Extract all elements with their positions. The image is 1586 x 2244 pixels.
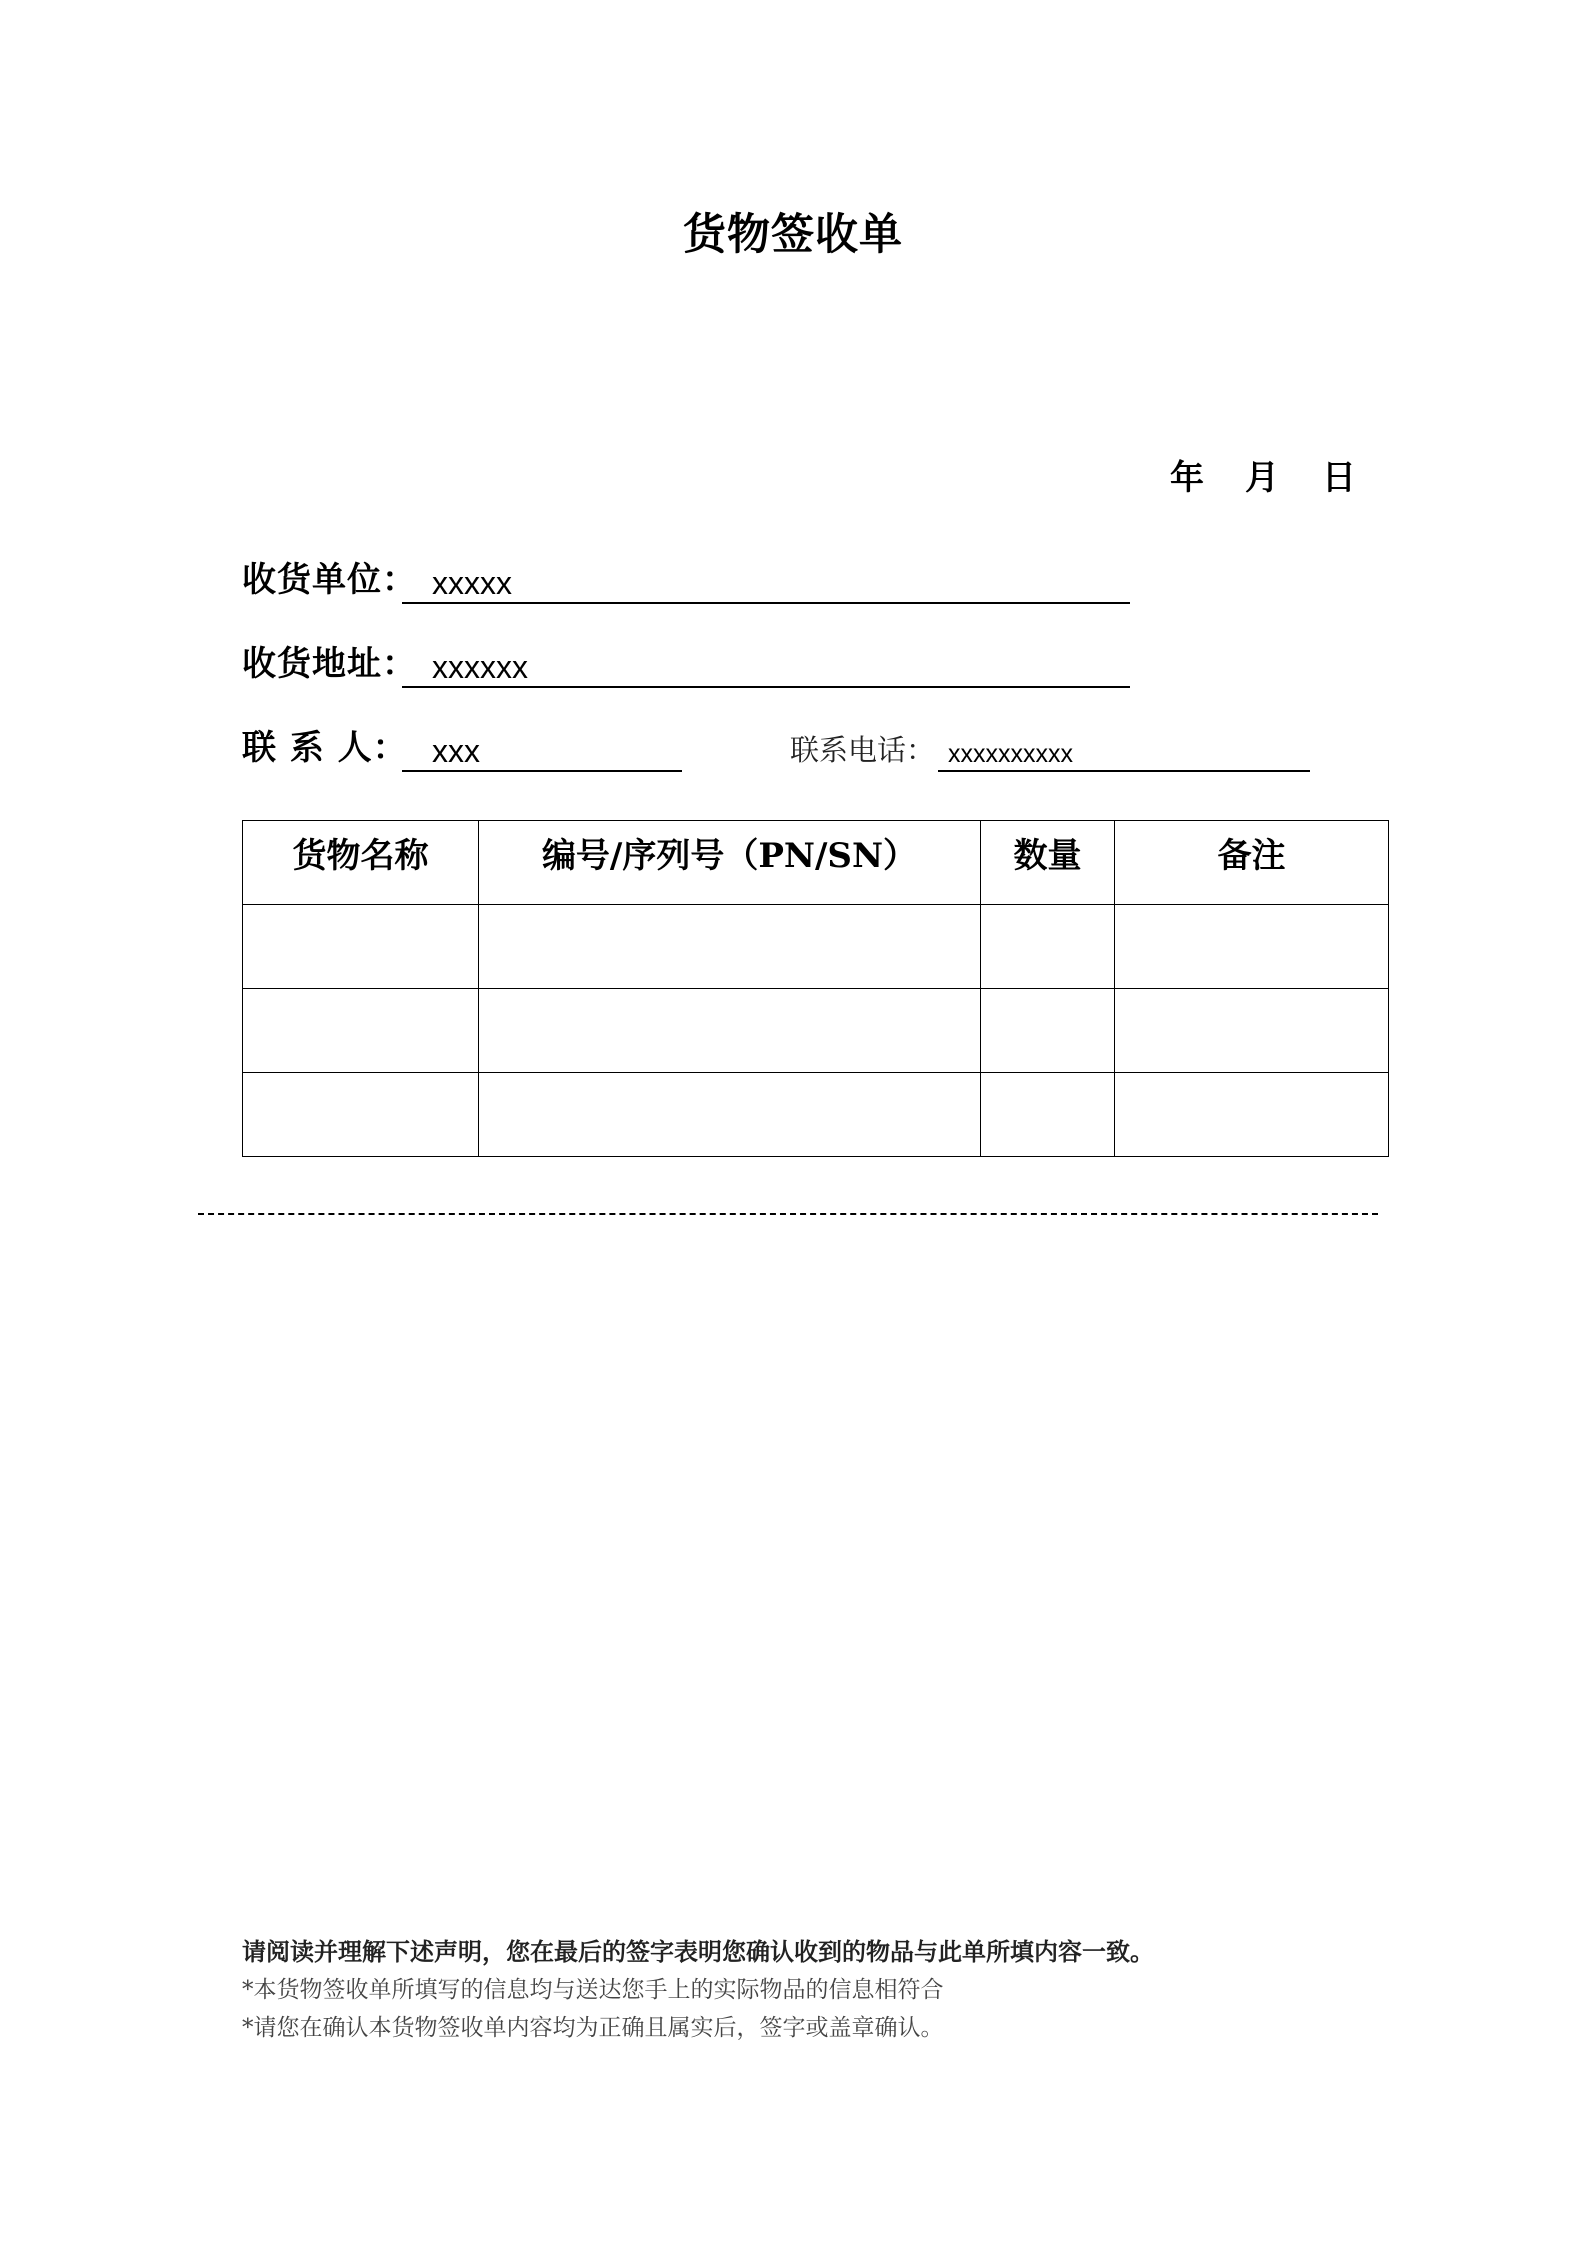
receiving-address-value[interactable]: xxxxxx [432, 649, 528, 685]
note-item: *请您在确认本货物签收单内容均为正确且属实后，签字或盖章确认。 [242, 2015, 944, 2041]
contact-phone-label: 联系电话： [790, 733, 936, 767]
goods-table [242, 820, 1389, 1157]
receiving-unit-value[interactable]: xxxxx [432, 565, 512, 601]
cell-quantity[interactable] [981, 1073, 1115, 1157]
cell-pn-sn[interactable] [479, 905, 981, 989]
cell-remarks[interactable] [1115, 989, 1389, 1073]
date-line [1150, 456, 1370, 500]
contact-person-label: 联 系 人： [242, 728, 408, 768]
table-row [243, 905, 1389, 989]
receiving-address-field[interactable] [242, 644, 1130, 688]
document-title: 货物签收单 [683, 210, 903, 260]
contact-phone-field[interactable] [790, 728, 1310, 772]
header-remarks: 备注 [1115, 821, 1389, 905]
receiving-address-label: 收货地址： [242, 644, 417, 684]
receiving-unit-label: 收货单位： [242, 560, 417, 600]
contact-person-field[interactable] [242, 728, 682, 772]
contact-phone-underline [938, 770, 1310, 772]
receiving-address-underline [402, 686, 1130, 688]
date-day-label: 日 [1322, 458, 1356, 498]
cell-goods-name[interactable] [243, 1073, 479, 1157]
cell-pn-sn[interactable] [479, 1073, 981, 1157]
notes-section [242, 1933, 1154, 2047]
cell-remarks[interactable] [1115, 1073, 1389, 1157]
header-pn-sn: 编号/序列号（PN/SN） [479, 821, 981, 905]
cell-pn-sn[interactable] [479, 989, 981, 1073]
receiving-unit-field[interactable] [242, 560, 1130, 604]
table-row [243, 1073, 1389, 1157]
cell-goods-name[interactable] [243, 989, 479, 1073]
cell-goods-name[interactable] [243, 905, 479, 989]
note-item: *本货物签收单所填写的信息均与送达您手上的实际物品的信息相符合 [242, 1977, 944, 2003]
receiving-unit-underline [402, 602, 1130, 604]
header-goods-name: 货物名称 [243, 821, 479, 905]
cell-quantity[interactable] [981, 989, 1115, 1073]
contact-phone-value[interactable]: xxxxxxxxxx [948, 740, 1073, 768]
table-row [243, 989, 1389, 1073]
table-header-row [243, 821, 1389, 905]
declaration-text: 请阅读并理解下述声明，您在最后的签字表明您确认收到的物品与此单所填内容一致。 [242, 1937, 1154, 1966]
cell-quantity[interactable] [981, 905, 1115, 989]
date-year-label: 年 [1170, 458, 1204, 498]
header-quantity: 数量 [981, 821, 1115, 905]
cell-remarks[interactable] [1115, 905, 1389, 989]
date-month-label: 月 [1245, 458, 1279, 498]
dashed-cut-line [198, 1213, 1378, 1215]
contact-person-value[interactable]: xxx [432, 733, 480, 769]
contact-person-underline [402, 770, 682, 772]
